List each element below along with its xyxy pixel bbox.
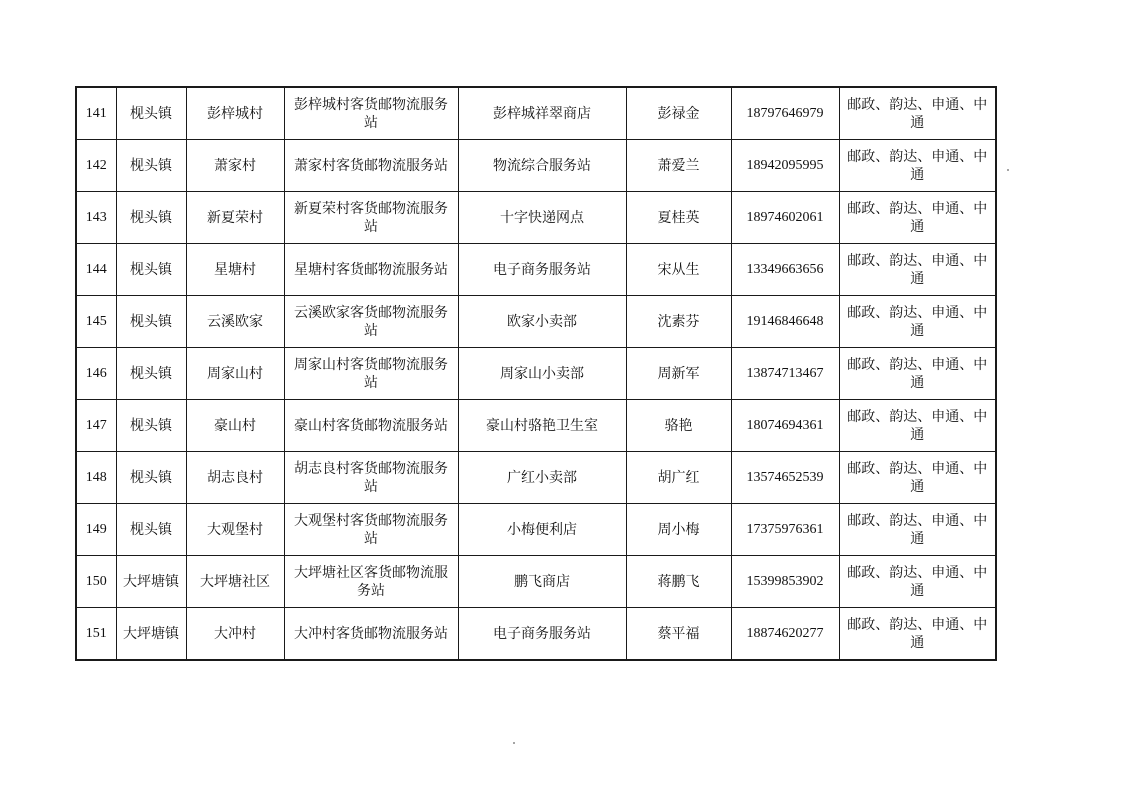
contact-person-cell: 夏桂英 — [626, 192, 731, 244]
village-cell: 周家山村 — [186, 348, 284, 400]
service-station-cell: 萧家村客货邮物流服务站 — [284, 140, 458, 192]
village-cell: 彭梓城村 — [186, 87, 284, 140]
table-row — [76, 400, 996, 452]
phone-cell: 19146846648 — [731, 296, 839, 348]
table-row — [76, 192, 996, 244]
row-number: 143 — [76, 192, 116, 244]
village-cell: 萧家村 — [186, 140, 284, 192]
town-cell: 枧头镇 — [116, 140, 186, 192]
phone-cell: 18074694361 — [731, 400, 839, 452]
shop-cell: 周家山小卖部 — [458, 348, 626, 400]
phone-cell: 13574652539 — [731, 452, 839, 504]
table-row — [76, 348, 996, 400]
town-cell: 大坪塘镇 — [116, 556, 186, 608]
shop-cell: 电子商务服务站 — [458, 608, 626, 661]
contact-person-cell: 骆艳 — [626, 400, 731, 452]
carriers-cell: 邮政、韵达、申通、中通 — [839, 608, 996, 661]
row-number: 149 — [76, 504, 116, 556]
row-number: 142 — [76, 140, 116, 192]
town-cell: 枧头镇 — [116, 452, 186, 504]
service-station-cell: 云溪欧家客货邮物流服务站 — [284, 296, 458, 348]
phone-cell: 18797646979 — [731, 87, 839, 140]
shop-cell: 豪山村骆艳卫生室 — [458, 400, 626, 452]
town-cell: 枧头镇 — [116, 400, 186, 452]
contact-person-cell: 彭禄金 — [626, 87, 731, 140]
shop-cell: 电子商务服务站 — [458, 244, 626, 296]
row-number: 150 — [76, 556, 116, 608]
phone-cell: 13874713467 — [731, 348, 839, 400]
shop-cell: 鹏飞商店 — [458, 556, 626, 608]
phone-cell: 15399853902 — [731, 556, 839, 608]
carriers-cell: 邮政、韵达、申通、中通 — [839, 192, 996, 244]
contact-person-cell: 胡广红 — [626, 452, 731, 504]
carriers-cell: 邮政、韵达、申通、中通 — [839, 556, 996, 608]
service-station-cell: 新夏荣村客货邮物流服务站 — [284, 192, 458, 244]
carriers-cell: 邮政、韵达、申通、中通 — [839, 244, 996, 296]
contact-person-cell: 蒋鹏飞 — [626, 556, 731, 608]
service-station-cell: 彭梓城村客货邮物流服务站 — [284, 87, 458, 140]
village-cell: 胡志良村 — [186, 452, 284, 504]
carriers-cell: 邮政、韵达、申通、中通 — [839, 452, 996, 504]
village-cell: 星塘村 — [186, 244, 284, 296]
contact-person-cell: 周新军 — [626, 348, 731, 400]
town-cell: 枧头镇 — [116, 244, 186, 296]
table-row — [76, 140, 996, 192]
town-cell: 枧头镇 — [116, 192, 186, 244]
service-station-cell: 大观堡村客货邮物流服务站 — [284, 504, 458, 556]
service-station-cell: 周家山村客货邮物流服务站 — [284, 348, 458, 400]
service-station-cell: 星塘村客货邮物流服务站 — [284, 244, 458, 296]
phone-cell: 13349663656 — [731, 244, 839, 296]
town-cell: 枧头镇 — [116, 348, 186, 400]
village-cell: 大坪塘社区 — [186, 556, 284, 608]
carriers-cell: 邮政、韵达、申通、中通 — [839, 400, 996, 452]
village-cell: 云溪欧家 — [186, 296, 284, 348]
scan-speck — [513, 742, 515, 744]
row-number: 148 — [76, 452, 116, 504]
service-station-cell: 大冲村客货邮物流服务站 — [284, 608, 458, 661]
carriers-cell: 邮政、韵达、申通、中通 — [839, 140, 996, 192]
phone-cell: 17375976361 — [731, 504, 839, 556]
contact-person-cell: 宋从生 — [626, 244, 731, 296]
phone-cell: 18942095995 — [731, 140, 839, 192]
town-cell: 枧头镇 — [116, 87, 186, 140]
station-table — [75, 86, 997, 661]
row-number: 145 — [76, 296, 116, 348]
shop-cell: 彭梓城祥翠商店 — [458, 87, 626, 140]
contact-person-cell: 萧爱兰 — [626, 140, 731, 192]
contact-person-cell: 蔡平福 — [626, 608, 731, 661]
shop-cell: 十字快递网点 — [458, 192, 626, 244]
table-row — [76, 556, 996, 608]
table-row — [76, 608, 996, 661]
phone-cell: 18874620277 — [731, 608, 839, 661]
carriers-cell: 邮政、韵达、申通、中通 — [839, 504, 996, 556]
contact-person-cell: 沈素芬 — [626, 296, 731, 348]
village-cell: 大观堡村 — [186, 504, 284, 556]
table-row — [76, 87, 996, 140]
shop-cell: 广红小卖部 — [458, 452, 626, 504]
table-row — [76, 504, 996, 556]
table-body — [76, 87, 996, 660]
shop-cell: 物流综合服务站 — [458, 140, 626, 192]
village-cell: 豪山村 — [186, 400, 284, 452]
village-cell: 大冲村 — [186, 608, 284, 661]
shop-cell: 小梅便利店 — [458, 504, 626, 556]
scan-speck — [1007, 169, 1009, 171]
village-cell: 新夏荣村 — [186, 192, 284, 244]
carriers-cell: 邮政、韵达、申通、中通 — [839, 87, 996, 140]
contact-person-cell: 周小梅 — [626, 504, 731, 556]
service-station-cell: 豪山村客货邮物流服务站 — [284, 400, 458, 452]
service-station-cell: 胡志良村客货邮物流服务站 — [284, 452, 458, 504]
row-number: 147 — [76, 400, 116, 452]
town-cell: 枧头镇 — [116, 296, 186, 348]
carriers-cell: 邮政、韵达、申通、中通 — [839, 296, 996, 348]
row-number: 144 — [76, 244, 116, 296]
row-number: 151 — [76, 608, 116, 661]
table-row — [76, 452, 996, 504]
table-row — [76, 244, 996, 296]
town-cell: 大坪塘镇 — [116, 608, 186, 661]
row-number: 146 — [76, 348, 116, 400]
carriers-cell: 邮政、韵达、申通、中通 — [839, 348, 996, 400]
table-row — [76, 296, 996, 348]
row-number: 141 — [76, 87, 116, 140]
town-cell: 枧头镇 — [116, 504, 186, 556]
shop-cell: 欧家小卖部 — [458, 296, 626, 348]
phone-cell: 18974602061 — [731, 192, 839, 244]
service-station-cell: 大坪塘社区客货邮物流服务站 — [284, 556, 458, 608]
